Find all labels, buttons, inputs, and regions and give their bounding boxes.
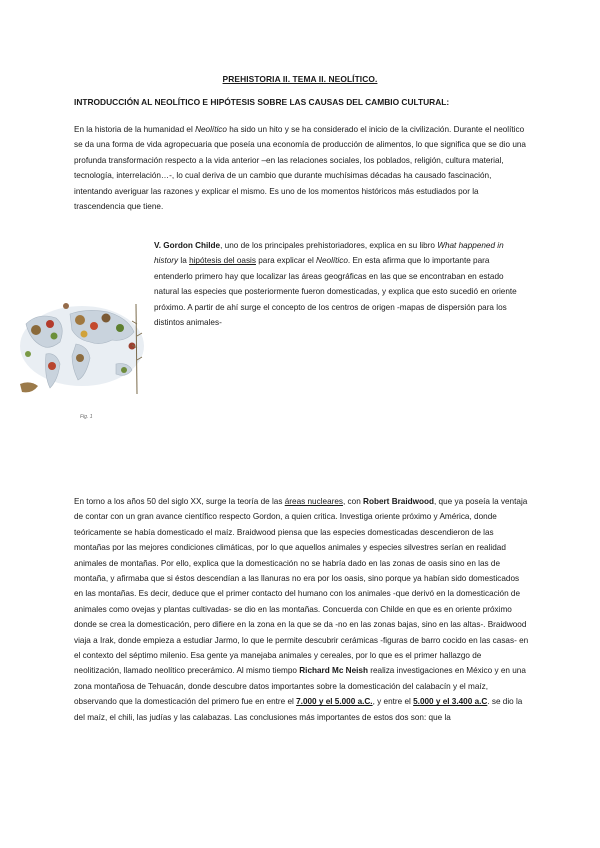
text-run: En torno a los años 50 del siglo XX, surge la teoría de las <box>74 497 285 506</box>
book-title: What happened in history <box>154 241 504 266</box>
text-run: , uno de los principales prehistoriadores, explica en su libro <box>220 241 438 250</box>
author-mcneish: Richard Mc Neish <box>299 666 368 676</box>
text-run: , que ya poseía la ventaja de contar con un gran avance científico respecto Gordon, a quien critica. Investiga oriente próximo y América, donde teóricamente se había domesticado el maíz. Braidwood piensa que las especies domesticadas descendieron de las montañas por las mejores condiciones climáticas, por lo que aquellos animales y especies silvestres serían en realidad animales de montañas. Por ello, explica que la domesticación no se habría dado en las zonas de oasis sino en las de montaña, y afirmaba que si éstos descendían a las llanuras no era por los oasis, sino porque ya habían sido domesticados en las montañas. Es decir, deduce que el primer contacto del humano con los animales -que derivó en la domesticación de animales como ovejas y plantas cultivadas- se dio en las montañas. Concuerda con Childe en que es en oriente próximo donde se crea la domesticación, pero difiere en la zona en la que se da -no en las zonas bajas, sino en las altas-. Braidwood viaja a Irak, donde empieza a estudiar Jarmo, lo que le permite descubrir cerámicas -figuras de barro cocido en las casas- en el contexto del séptimo milenio. Esa gente ya manejaba animales y cereales, por lo que es el primer hallazgo de neolitización, llamado neolítico precerámico. Al mismo tiempo <box>74 497 529 676</box>
world-map-illustration <box>16 284 146 410</box>
paragraph-intro <box>74 122 529 214</box>
figure-caption: Fig. 1 <box>80 414 93 420</box>
term-oasis-hypothesis: hipótesis del oasis <box>189 256 256 266</box>
text-run: , con <box>343 497 364 506</box>
text-run: . En esta afirma que lo importante para entenderlo primero hay que localizar las áreas geográficas en las que se encontraban en estado natural las especies que posteriormente fueron domesticadas, y explica que esto sucedió en oriente próximo. A partir de ahí surge el concepto de los centros de origen -mapas de dispersión para los distintos animales- <box>154 256 517 328</box>
date-range-maize: 5.000 y el 3.400 a.C <box>413 697 488 707</box>
paragraph-childe <box>74 238 529 418</box>
term-nuclear-areas: áreas nucleares <box>284 497 343 506</box>
text-run: ha sido un hito y se ha considerado el inicio de la civilización. Durante el neolítico se da una forma de vida agropecuaria que poseía una economía de producción de alimentos, lo que significa que se dio una profunda transformación respecto a la vida anterior –en las relaciones sociales, los poblados, religión, cultura material, tecnología, interrelación…-, lo cual deriva de un cambio que durante muchísimas décadas ha causado fascinación, intentando averiguar las razones y explicar el mismo. Es uno de los momentos históricos más estudiados por la trascendencia que tiene. <box>74 125 526 212</box>
figure-map-domestication <box>16 284 146 418</box>
page-title: PREHISTORIA II. TEMA II. NEOLÍTICO. <box>222 74 378 84</box>
text-run: realiza investigaciones en México y en una zona montañosa de Tehuacán, donde descubre datos importantes sobre la domesticación del calabacín y el maíz, observando que la domesticación del primero fue en entre el <box>74 666 526 707</box>
text-run: la <box>178 256 190 266</box>
author-childe: V. Gordon Childe <box>154 241 221 250</box>
text-run: En la historia de la humanidad el <box>74 125 196 134</box>
author-braidwood: Robert Braidwood <box>363 497 434 506</box>
text-run: para explicar el <box>255 256 317 266</box>
text-run: , y entre el <box>372 697 414 707</box>
paragraph-braidwood <box>74 494 529 725</box>
date-range-squash: 7.000 y el 5.000 a.C. <box>296 697 373 707</box>
text-run: . se dio la del maíz, el chili, las judías y las calabazas. Las conclusiones más importantes de estos dos son: que la <box>74 697 523 722</box>
term-neolitico: Neolítico <box>316 256 348 266</box>
term-neolitico: Neolítico <box>195 125 227 134</box>
section-subtitle: INTRODUCCIÓN AL NEOLÍTICO E HIPÓTESIS SOBRE LAS CAUSAS DEL CAMBIO CULTURAL: <box>74 97 450 107</box>
